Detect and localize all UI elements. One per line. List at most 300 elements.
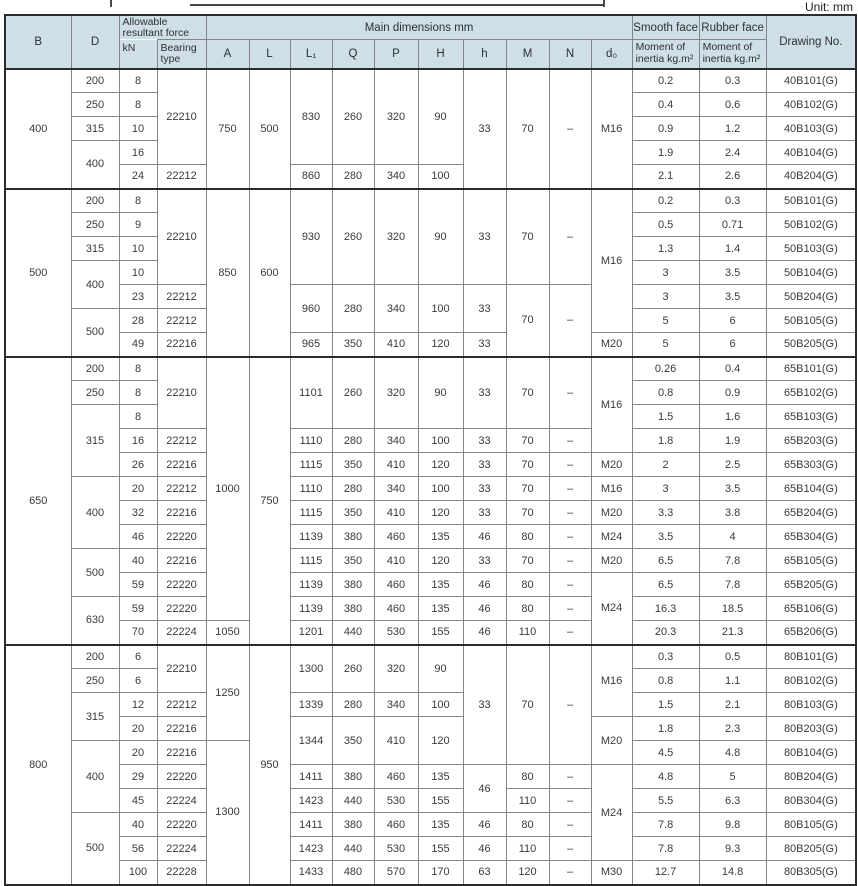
cell-rubber-inertia: 3.5 [699,285,766,309]
cell-smooth-inertia: 4.8 [632,765,699,789]
cell: 380 [332,525,374,549]
cell-drawing-no: 80B203(G) [766,717,856,741]
cell-smooth-inertia: 3.5 [632,525,699,549]
cell-rubber-inertia: 3.5 [699,477,766,501]
cell: 22212 [157,285,206,309]
col-header-l1: L₁ [290,40,332,69]
cell: 90 [418,357,463,429]
cell: 46 [463,837,506,861]
cell: M16 [591,477,632,501]
cell: 22220 [157,813,206,837]
cell: 70 [506,453,549,477]
table-row [5,717,856,741]
cell: 135 [418,525,463,549]
cell: 440 [332,621,374,645]
cell: 8 [119,405,157,429]
cell: 135 [418,765,463,789]
cell: 100 [418,477,463,501]
cell-drawing-no: 50B102(G) [766,213,856,237]
cell: 22210 [157,69,206,165]
cell: 400 [71,261,119,309]
cell: 46 [463,813,506,837]
cell: 33 [463,333,506,357]
cell: 33 [463,549,506,573]
cell: 400 [71,141,119,189]
cell: 6 [119,669,157,693]
cell: 110 [506,789,549,813]
cell: 22220 [157,573,206,597]
cell: 33 [463,69,506,189]
cell-drawing-no: 65B303(G) [766,453,856,477]
cell-rubber-inertia: 0.3 [699,189,766,213]
cell: 440 [332,837,374,861]
col-header-rubber-face: Rubber face [699,15,766,40]
cell: 49 [119,333,157,357]
cell: M20 [591,333,632,357]
cell: 70 [506,189,549,285]
cell: 8 [119,357,157,381]
cell-smooth-inertia: 2 [632,453,699,477]
cell: 315 [71,405,119,477]
cell-rubber-inertia: 1.9 [699,429,766,453]
cell: 1411 [290,813,332,837]
cell: 120 [418,333,463,357]
cell-smooth-inertia: 4.5 [632,741,699,765]
table-row [5,429,856,453]
cell-drawing-no: 80B105(G) [766,813,856,837]
cell-smooth-inertia: 1.5 [632,693,699,717]
cell: 46 [463,573,506,597]
col-header-smooth-face: Smooth face [632,15,699,40]
cell: – [549,69,591,189]
cell-smooth-inertia: 3 [632,285,699,309]
cell-smooth-inertia: 0.5 [632,213,699,237]
cropped-content-tick [603,0,605,7]
cell: 380 [332,765,374,789]
cell: M20 [591,717,632,765]
cell: 46 [463,525,506,549]
table-row [5,645,856,669]
cell: 1344 [290,717,332,765]
cell: 460 [374,765,418,789]
table-row [5,861,856,885]
cell: 1110 [290,477,332,501]
cell: 250 [71,213,119,237]
cell-smooth-inertia: 16.3 [632,597,699,621]
cell: 70 [506,429,549,453]
cell-drawing-no: 80B104(G) [766,741,856,765]
cell-drawing-no: 80B205(G) [766,837,856,861]
cell: 280 [332,429,374,453]
cell: – [549,837,591,861]
cell: 22216 [157,333,206,357]
cell: 110 [506,621,549,645]
cell: 460 [374,573,418,597]
cell: 33 [463,429,506,453]
cell-rubber-inertia: 0.71 [699,213,766,237]
unit-label: Unit: mm [805,0,853,14]
cell: 80 [506,573,549,597]
cell: 350 [332,717,374,765]
cell-smooth-inertia: 0.9 [632,117,699,141]
cell-rubber-inertia: 4.8 [699,741,766,765]
cell: 12 [119,693,157,717]
cell-rubber-inertia: 2.1 [699,693,766,717]
cell-drawing-no: 40B204(G) [766,165,856,189]
cell: 22216 [157,549,206,573]
cell-smooth-inertia: 3 [632,477,699,501]
cell: 315 [71,237,119,261]
cell-rubber-inertia: 9.8 [699,813,766,837]
cell: 16 [119,429,157,453]
table-row [5,621,856,645]
cell: 45 [119,789,157,813]
col-header-drawing-no: Drawing No. [766,15,856,69]
col-header-p: P [374,40,418,69]
cell: 950 [249,645,290,885]
cell: 1115 [290,453,332,477]
cell: M24 [591,573,632,645]
cell: 20 [119,477,157,501]
cell: 33 [463,189,506,285]
cell: 410 [374,717,418,765]
cell: 120 [418,717,463,765]
cell: 280 [332,165,374,189]
table-header [5,15,856,69]
cell: 500 [71,813,119,885]
cell: 22212 [157,693,206,717]
cell: 500 [71,549,119,597]
cell: 9 [119,213,157,237]
cell-rubber-inertia: 2.5 [699,453,766,477]
cell-rubber-inertia: 2.3 [699,717,766,741]
cell: 380 [332,813,374,837]
cell: 90 [418,645,463,693]
cell: 16 [119,141,157,165]
cell: M20 [591,549,632,573]
cell: 10 [119,261,157,285]
cell: 250 [71,93,119,117]
cell: 200 [71,189,119,213]
cell: 1139 [290,597,332,621]
cell: 8 [119,93,157,117]
cell: 155 [418,621,463,645]
cell: 59 [119,597,157,621]
cell: M20 [591,501,632,525]
cell: – [549,477,591,501]
cell: 40 [119,549,157,573]
cell: 22220 [157,525,206,549]
cell: 22210 [157,357,206,429]
cell: M20 [591,453,632,477]
cell: 1101 [290,357,332,429]
cell: 100 [418,693,463,717]
cell: 23 [119,285,157,309]
cell: 650 [5,357,71,645]
table-row [5,573,856,597]
cell: M24 [591,525,632,549]
col-header-h-cap: H [418,40,463,69]
cell-drawing-no: 65B206(G) [766,621,856,645]
cell: 22220 [157,765,206,789]
cell-drawing-no: 50B103(G) [766,237,856,261]
cell: 22224 [157,621,206,645]
cell-smooth-inertia: 1.5 [632,405,699,429]
table-row [5,837,856,861]
cell: 460 [374,525,418,549]
cell-drawing-no: 80B102(G) [766,669,856,693]
col-header-n: N [549,40,591,69]
cell: 315 [71,117,119,141]
cell: M16 [591,357,632,453]
col-header-kn: kN [119,40,157,69]
cell: 340 [374,693,418,717]
cell-rubber-inertia: 21.3 [699,621,766,645]
cell-smooth-inertia: 6.5 [632,573,699,597]
cell-drawing-no: 65B304(G) [766,525,856,549]
cell: 960 [290,285,332,333]
cell: 22210 [157,189,206,285]
cell: 1139 [290,573,332,597]
cell-drawing-no: 65B105(G) [766,549,856,573]
cell: 29 [119,765,157,789]
cell: 70 [506,69,549,189]
cell: 260 [332,645,374,693]
cell-smooth-inertia: 0.8 [632,669,699,693]
cell: 1300 [290,645,332,693]
cell: 90 [418,69,463,165]
cell: M30 [591,861,632,885]
col-header-smooth-moment: Moment of inertia kg.m² [632,40,699,69]
cell-smooth-inertia: 5 [632,309,699,333]
cell: – [549,573,591,597]
cell: 570 [374,861,418,885]
cell: 56 [119,837,157,861]
cell: 155 [418,837,463,861]
cell-drawing-no: 40B101(G) [766,69,856,93]
cell-drawing-no: 80B305(G) [766,861,856,885]
cell-drawing-no: 40B103(G) [766,117,856,141]
cell-drawing-no: 50B205(G) [766,333,856,357]
cell-drawing-no: 50B204(G) [766,285,856,309]
cell: 400 [5,69,71,189]
cell: 28 [119,309,157,333]
cell: 750 [206,69,249,189]
cell: 410 [374,549,418,573]
cell-smooth-inertia: 2.1 [632,165,699,189]
cell: 1411 [290,765,332,789]
cell-drawing-no: 80B304(G) [766,789,856,813]
cropped-content-line [190,4,604,6]
cell-smooth-inertia: 1.8 [632,717,699,741]
cell: 135 [418,597,463,621]
cell: 320 [374,189,418,285]
cell-rubber-inertia: 1.6 [699,405,766,429]
cell: 40 [119,813,157,837]
cell: 110 [506,837,549,861]
cell-drawing-no: 80B204(G) [766,765,856,789]
cell-drawing-no: 65B203(G) [766,429,856,453]
cell: 70 [506,357,549,429]
cell-rubber-inertia: 6 [699,333,766,357]
cell: 340 [374,165,418,189]
cell: 22212 [157,477,206,501]
cell: 120 [418,549,463,573]
table-row [5,597,856,621]
cell: 380 [332,573,374,597]
table-row [5,477,856,501]
table-row [5,285,856,309]
cell: 1339 [290,693,332,717]
cell-drawing-no: 40B104(G) [766,141,856,165]
table-row [5,357,856,381]
cell: 33 [463,501,506,525]
cell-smooth-inertia: 12.7 [632,861,699,885]
cell: 410 [374,333,418,357]
cell-rubber-inertia: 0.9 [699,381,766,405]
cell: 200 [71,69,119,93]
cell: 350 [332,501,374,525]
cell: – [549,525,591,549]
cell: 340 [374,477,418,501]
cell: 70 [119,621,157,645]
cell: 22216 [157,453,206,477]
cell-rubber-inertia: 5 [699,765,766,789]
cell-rubber-inertia: 6.3 [699,789,766,813]
cell: – [549,357,591,429]
cell: 22210 [157,645,206,693]
cell: – [549,861,591,885]
cell: 930 [290,189,332,285]
cell: 70 [506,501,549,525]
cell: 22224 [157,837,206,861]
cell: – [549,645,591,765]
cell: 80 [506,813,549,837]
cell: – [549,189,591,285]
table-row [5,501,856,525]
cell-smooth-inertia: 20.3 [632,621,699,645]
cell-rubber-inertia: 0.6 [699,93,766,117]
cell-smooth-inertia: 0.2 [632,189,699,213]
cell-rubber-inertia: 7.8 [699,573,766,597]
cell: 500 [71,309,119,357]
cell: 22212 [157,165,206,189]
cell-rubber-inertia: 0.5 [699,645,766,669]
cell-smooth-inertia: 5.5 [632,789,699,813]
cell-rubber-inertia: 18.5 [699,597,766,621]
cell: 1000 [206,357,249,621]
cell: 22216 [157,741,206,765]
cell: 100 [418,285,463,333]
cell-drawing-no: 65B204(G) [766,501,856,525]
cell-drawing-no: 65B106(G) [766,597,856,621]
cell-rubber-inertia: 3.8 [699,501,766,525]
cell: 965 [290,333,332,357]
cell: 260 [332,357,374,429]
cell-smooth-inertia: 6.5 [632,549,699,573]
cell: 320 [374,69,418,165]
cell: 280 [332,285,374,333]
cell: 155 [418,789,463,813]
cell-smooth-inertia: 5 [632,333,699,357]
cell: – [549,285,591,357]
cell: 200 [71,357,119,381]
cell: 80 [506,765,549,789]
col-header-d0: d₀ [591,40,632,69]
cell: 530 [374,621,418,645]
spec-table [4,14,857,886]
cell: – [549,549,591,573]
cell: 830 [290,69,332,165]
cell: 1201 [290,621,332,645]
table-row [5,549,856,573]
cell: – [549,789,591,813]
cell: 22212 [157,309,206,333]
cell-rubber-inertia: 14.8 [699,861,766,885]
cell-rubber-inertia: 0.4 [699,357,766,381]
cell-rubber-inertia: 4 [699,525,766,549]
cell-smooth-inertia: 0.2 [632,69,699,93]
cell: 8 [119,69,157,93]
cell: 32 [119,501,157,525]
cell: 46 [463,765,506,813]
cell-drawing-no: 80B103(G) [766,693,856,717]
cell: 120 [506,861,549,885]
cell: 46 [463,621,506,645]
cell-smooth-inertia: 1.3 [632,237,699,261]
table-body [5,69,856,885]
cell: 460 [374,813,418,837]
cropped-content-tick [110,0,112,7]
cell: 22224 [157,789,206,813]
col-header-l: L [249,40,290,69]
cell: 22216 [157,717,206,741]
cell: 33 [463,453,506,477]
cell-smooth-inertia: 3 [632,261,699,285]
cell: 850 [206,189,249,357]
cell: 46 [119,525,157,549]
cell: 22228 [157,861,206,885]
cell: 800 [5,645,71,885]
col-header-q: Q [332,40,374,69]
cell-rubber-inertia: 9.3 [699,837,766,861]
cell-rubber-inertia: 6 [699,309,766,333]
col-header-bearing-type: Bearing type [157,40,206,69]
cell: 100 [418,429,463,453]
cell: 1110 [290,429,332,453]
cell-smooth-inertia: 0.4 [632,93,699,117]
cell-drawing-no: 65B205(G) [766,573,856,597]
cell: M16 [591,189,632,333]
cell: 22220 [157,597,206,621]
col-header-b: B [5,15,71,69]
cell: 500 [5,189,71,357]
cell-drawing-no: 65B101(G) [766,357,856,381]
cell-rubber-inertia: 1.1 [699,669,766,693]
col-header-rubber-moment: Moment of inertia kg.m² [699,40,766,69]
cell: 320 [374,357,418,429]
col-header-main-dimensions: Main dimensions mm [206,15,632,40]
cell: 630 [71,597,119,645]
cell: 350 [332,549,374,573]
cell: 100 [418,165,463,189]
cell-rubber-inertia: 0.3 [699,69,766,93]
cell-drawing-no: 50B105(G) [766,309,856,333]
cell: 500 [249,69,290,189]
cell: – [549,429,591,453]
cell-drawing-no: 50B104(G) [766,261,856,285]
cell: 20 [119,741,157,765]
